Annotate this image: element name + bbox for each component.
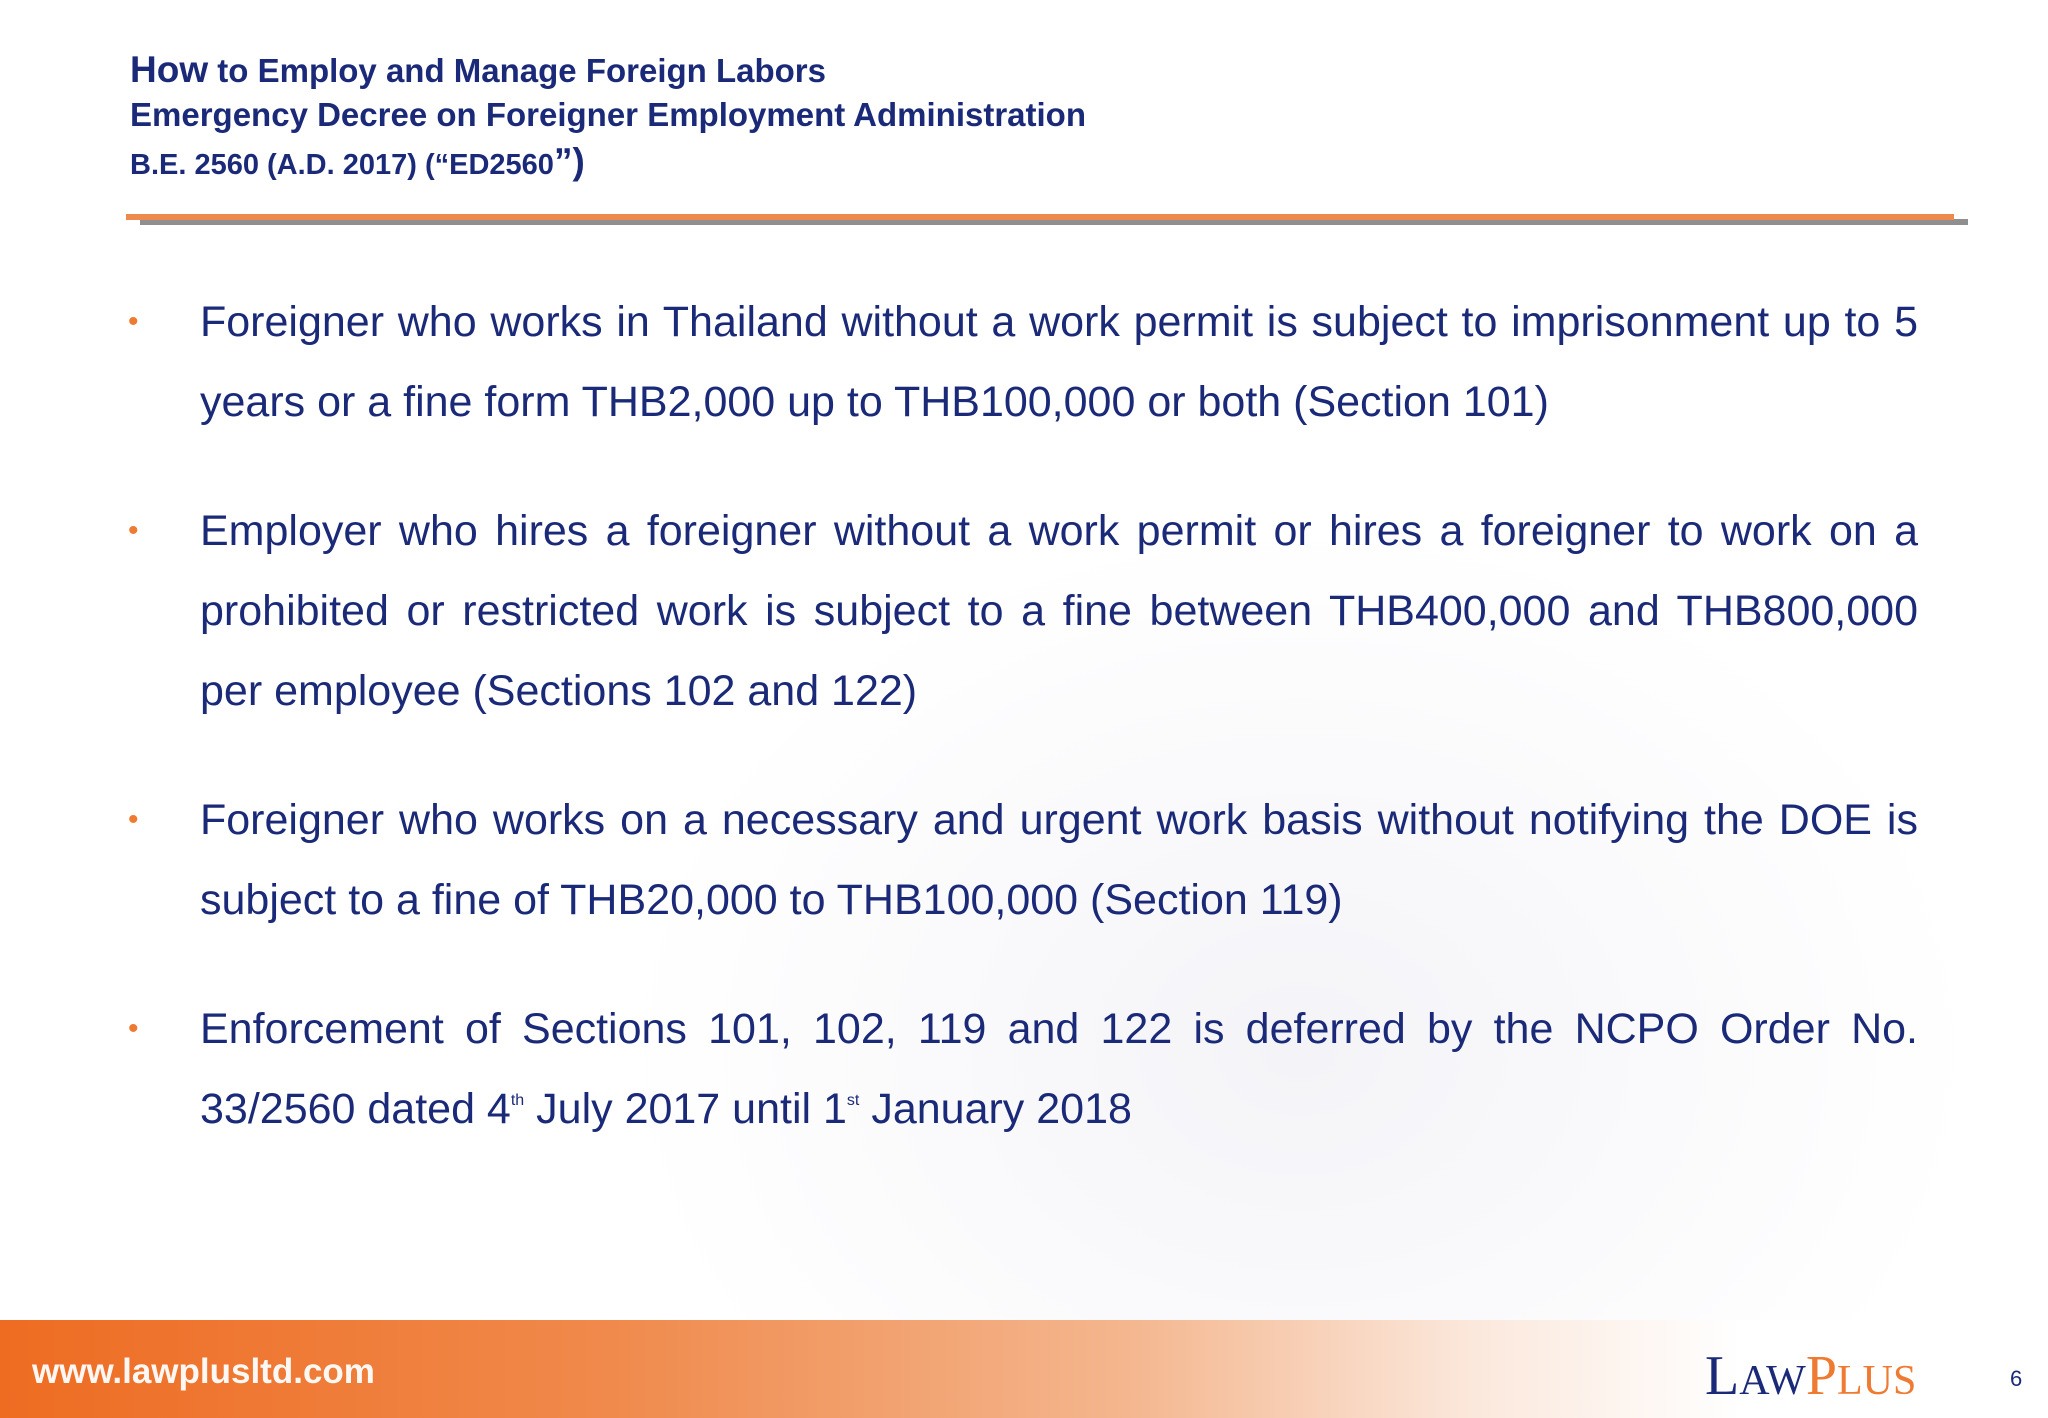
subtitle-2-main: B.E. 2560 (A.D. 2017) (“ED2560 <box>130 149 554 181</box>
bullet-text-part: July 2017 until 1 <box>524 1085 847 1133</box>
bullet-list <box>128 282 1918 1198</box>
bullet-text-part: Enforcement of Sections 101, 102, 119 and 122 is deferred by the NCPO Order No. 33/2560 dated 4 <box>200 1005 1918 1133</box>
bullet-item <box>128 780 1918 940</box>
website-link[interactable]: www.lawplusltd.com <box>32 1352 375 1391</box>
slide-title <box>130 48 1086 93</box>
lawplus-logo <box>1705 1344 1917 1407</box>
bullet-text <box>200 1005 1918 1133</box>
bullet-item <box>128 282 1918 442</box>
bullet-dot-icon: • <box>128 803 139 836</box>
ordinal-suffix: th <box>510 1092 525 1109</box>
bullet-item <box>128 491 1918 731</box>
bullet-dot-icon: • <box>128 1012 139 1045</box>
logo-plus: PLUS <box>1805 1345 1917 1407</box>
slide-header <box>130 48 1086 190</box>
slide-subtitle: Emergency Decree on Foreigner Employment Administration <box>130 96 1087 133</box>
title-how: How <box>130 49 209 90</box>
bullet-text-part: January 2018 <box>859 1085 1132 1133</box>
slide-subtitle-2 <box>130 137 1086 190</box>
bullet-dot-icon: • <box>128 305 139 338</box>
subtitle-2-close: ”) <box>553 141 585 182</box>
bullet-text: Employer who hires a foreigner without a work permit or hires a foreigner to work on a prohibited or restricted work is subject to a fine between THB400,000 and THB800,000 per employee (Sections 102 and 122) <box>200 507 1918 715</box>
logo-law: LAW <box>1705 1345 1806 1407</box>
bullet-item <box>128 989 1918 1149</box>
bullet-text: Foreigner who works on a necessary and urgent work basis without notifying the DOE is subject to a fine of THB20,000 to THB100,000 (Section 119) <box>200 796 1918 924</box>
title-rest: to Employ and Manage Foreign Labors <box>208 52 827 89</box>
bullet-text: Foreigner who works in Thailand without a work permit is subject to imprisonment up to 5 years or a fine form THB2,000 up to THB100,000 or both (Section 101) <box>200 298 1918 426</box>
ordinal-suffix: st <box>846 1092 860 1109</box>
page-number: 6 <box>2010 1366 2023 1391</box>
bullet-dot-icon: • <box>128 514 139 547</box>
header-rule <box>126 214 1954 220</box>
